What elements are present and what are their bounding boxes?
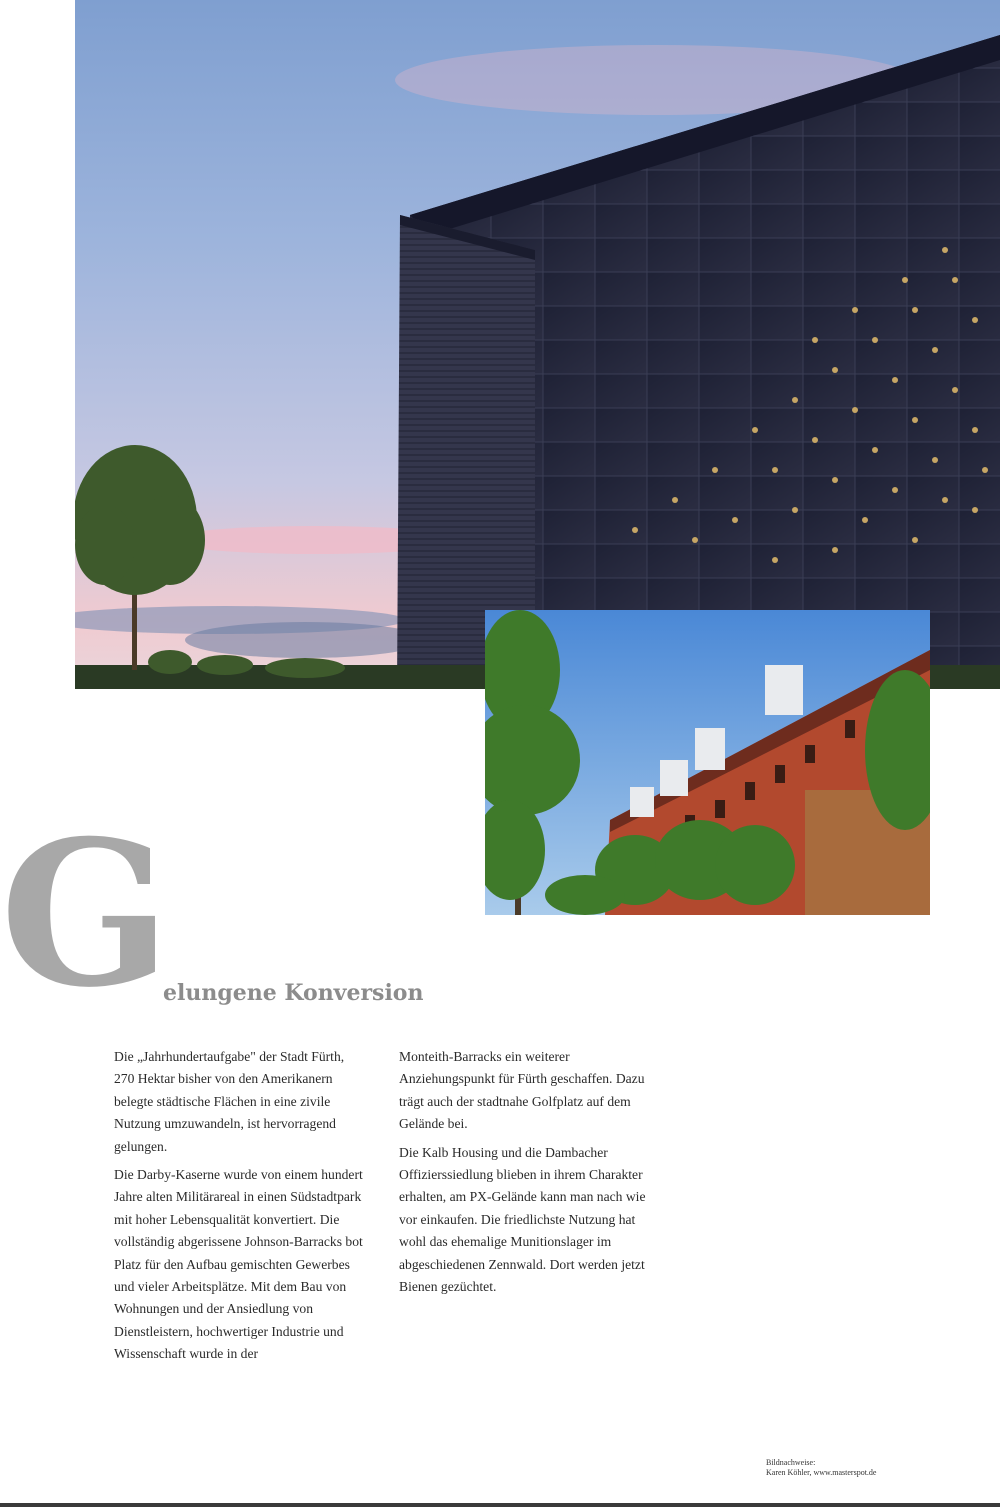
- text-column-left: [114, 1046, 366, 1372]
- paragraph: Monteith-Barracks ein weiterer Anziehungspunkt für Fürth geschaffen. Dazu trägt auch der stadtnahe Golfplatz auf dem Gelände bei.: [399, 1049, 645, 1132]
- page-bottom-edge: [0, 1503, 1000, 1507]
- hero-photo-building-facade: [75, 0, 1000, 689]
- credits-label: Bildnachweise:: [766, 1458, 816, 1467]
- paragraph: Die „Jahrhundertaufgabe" der Stadt Fürth, 270 Hektar bisher von den Amerikanern belegte städtische Flächen in eine zivile Nutzung umzuwandeln, ist hervorragend gelungen.: [114, 1049, 345, 1154]
- paragraph: Die Darby-Kaserne wurde von einem hundert Jahre alten Militärareal in einen Südstadtpark mit hoher Lebensqualität konvertiert. Die vollständig abgerissene Johnson-Barracks bot Platz für den Aufbau gemischten Gewerbes und vieler Arbeitsplätze. Mit dem Bau von Wohnungen und der Ansiedlung von Dienstleistern, hochwertiger Industrie und Wissenschaft wurde in der: [114, 1167, 363, 1362]
- drop-cap-letter: G: [0, 797, 171, 1032]
- text-column-right: [399, 1046, 651, 1304]
- credits-text: Karen Köhler, www.masterspot.de: [766, 1468, 877, 1477]
- article-headline: elungene Konversion: [163, 980, 424, 1006]
- image-credits: [766, 1458, 876, 1478]
- inset-photo-brick-houses: [485, 610, 930, 915]
- paragraph: Die Kalb Housing und die Dambacher Offizierssiedlung blieben in ihrem Charakter erhalten, am PX-Gelände kann man nach wie vor einkaufen. Die friedlichste Nutzung hat wohl das ehemalige Munitionslager im abgeschiedenen Zennwald. Dort werden jetzt Bienen gezüchtet.: [399, 1144, 646, 1295]
